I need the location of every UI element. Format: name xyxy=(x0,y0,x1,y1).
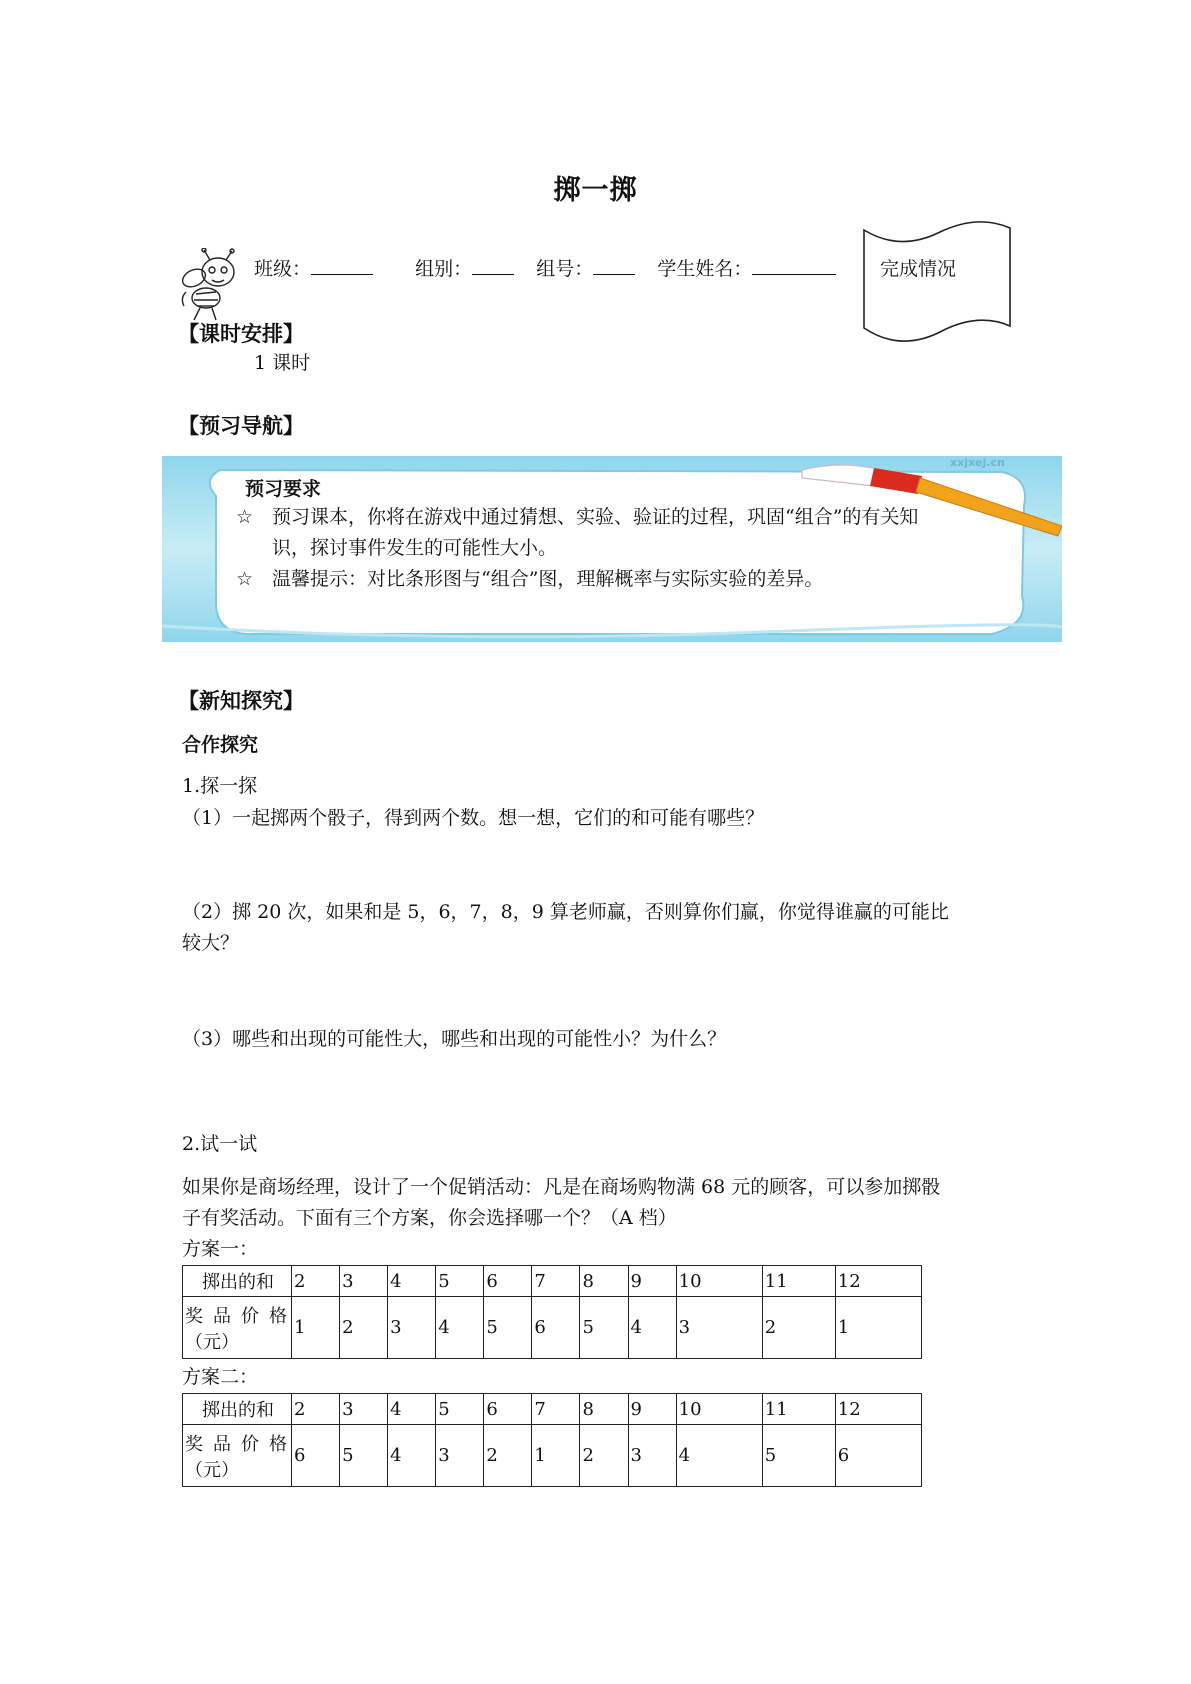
plan-1-label: 方案一： xyxy=(182,1238,259,1260)
plan-2-prize-cell: 2 xyxy=(484,1425,532,1487)
plan-1-prize-row xyxy=(183,1297,922,1359)
plan-2-sum-header: 掷出的和 xyxy=(183,1394,292,1425)
plan-2-table xyxy=(182,1393,922,1487)
req-item-2-star: ☆ xyxy=(236,568,254,590)
plan-1-prize-cell: 6 xyxy=(532,1297,580,1359)
plan-1-sum-cell: 7 xyxy=(532,1266,580,1297)
question-1: （1）一起掷两个骰子，得到两个数。想一想，它们的和可能有哪些？ xyxy=(182,807,765,829)
plan-2-sum-cell: 2 xyxy=(292,1394,340,1425)
group-no-blank[interactable] xyxy=(593,254,635,275)
plan-2-sum-row xyxy=(183,1394,922,1425)
plan-1-sum-cell: 9 xyxy=(628,1266,676,1297)
plan-2-prize-cell: 2 xyxy=(580,1425,628,1487)
plan-2-prize-cell: 3 xyxy=(436,1425,484,1487)
plan-1-sum-row xyxy=(183,1266,922,1297)
plan-2-sum-cell: 9 xyxy=(628,1394,676,1425)
plan-2-prize-cell: 4 xyxy=(388,1425,436,1487)
plan-1-sum-cell: 6 xyxy=(484,1266,532,1297)
part2-line1: 如果你是商场经理，设计了一个促销活动：凡是在商场购物满 68 元的顾客，可以参加掷骰 xyxy=(182,1176,941,1198)
plan-2-prize-cell: 5 xyxy=(340,1425,388,1487)
plan-2-label: 方案二： xyxy=(182,1366,259,1388)
plan-2-prize-header xyxy=(183,1425,292,1487)
plan-1-prize-cell: 2 xyxy=(762,1297,835,1359)
req-item-2-line1: 温馨提示：对比条形图与“组合”图，理解概率与实际实验的差异。 xyxy=(272,568,824,590)
plan-2-sum-cell: 6 xyxy=(484,1394,532,1425)
plan-2-sum-cell: 8 xyxy=(580,1394,628,1425)
plan-2-prize-cell: 3 xyxy=(628,1425,676,1487)
plan-2-prize-cell: 4 xyxy=(676,1425,762,1487)
schedule-heading: 【课时安排】 xyxy=(178,322,304,346)
plan-2-prize-header-line1: 奖品价格 xyxy=(185,1433,287,1455)
plan-1-sum-cell: 5 xyxy=(436,1266,484,1297)
group-blank[interactable] xyxy=(472,254,514,275)
question-2-line1: （2）掷 20 次，如果和是 5，6，7，8，9 算老师赢，否则算你们赢，你觉得谁赢的可能比 xyxy=(182,901,949,923)
preview-box-title: 预习要求 xyxy=(245,478,322,500)
group-label: 组别： xyxy=(415,258,473,280)
plan-1-table xyxy=(182,1265,922,1359)
plan-1-prize-cell: 5 xyxy=(580,1297,628,1359)
plan-1-prize-cell: 4 xyxy=(436,1297,484,1359)
plan-1-prize-header-line1: 奖品价格 xyxy=(185,1305,287,1327)
plan-1-sum-cell: 10 xyxy=(676,1266,762,1297)
question-2-line2: 较大？ xyxy=(182,932,240,954)
class-blank[interactable] xyxy=(311,254,373,275)
plan-1-sum-cell: 11 xyxy=(762,1266,835,1297)
plan-2-prize-header-line2: （元） xyxy=(185,1459,239,1481)
plan-2-prize-cell: 5 xyxy=(762,1425,835,1487)
req-item-1-line1: 预习课本，你将在游戏中通过猜想、实验、验证的过程，巩固“组合”的有关知 xyxy=(272,506,919,528)
banner-watermark: xxjxej.cn xyxy=(950,456,1005,469)
plan-1-prize-header-line2: （元） xyxy=(185,1331,239,1353)
plan-1-sum-cell: 8 xyxy=(580,1266,628,1297)
part1-title: 1.探一探 xyxy=(182,775,258,797)
explore-subheading: 合作探究 xyxy=(182,734,259,756)
plan-1-sum-cell: 2 xyxy=(292,1266,340,1297)
plan-2-sum-cell: 10 xyxy=(676,1394,762,1425)
plan-2-prize-cell: 1 xyxy=(532,1425,580,1487)
plan-2-prize-cell: 6 xyxy=(292,1425,340,1487)
question-3: （3）哪些和出现的可能性大，哪些和出现的可能性小？为什么？ xyxy=(182,1028,727,1050)
bee-mascot-icon xyxy=(176,248,252,324)
part2-line2: 子有奖活动。下面有三个方案，你会选择哪一个？（A 档） xyxy=(182,1207,677,1229)
plan-1-prize-cell: 5 xyxy=(484,1297,532,1359)
plan-1-sum-cell: 12 xyxy=(835,1266,921,1297)
name-label: 学生姓名： xyxy=(657,258,753,280)
plan-2-prize-cell: 6 xyxy=(835,1425,921,1487)
req-item-1-line2: 识，探讨事件发生的可能性大小。 xyxy=(272,537,558,559)
completion-scroll-box xyxy=(860,218,1014,350)
schedule-value: 1 课时 xyxy=(254,352,311,374)
group-no-label: 组号： xyxy=(536,258,594,280)
plan-1-prize-cell: 1 xyxy=(292,1297,340,1359)
plan-2-sum-cell: 3 xyxy=(340,1394,388,1425)
explore-heading: 【新知探究】 xyxy=(178,689,304,713)
plan-2-sum-cell: 5 xyxy=(436,1394,484,1425)
part2-title: 2.试一试 xyxy=(182,1133,258,1155)
plan-1-sum-header: 掷出的和 xyxy=(183,1266,292,1297)
preview-heading: 【预习导航】 xyxy=(178,414,304,438)
info-line xyxy=(254,254,836,281)
name-blank[interactable] xyxy=(752,254,836,275)
completion-label: 完成情况 xyxy=(880,258,957,280)
req-item-1-star: ☆ xyxy=(236,506,254,528)
plan-2-sum-cell: 4 xyxy=(388,1394,436,1425)
page-title: 掷一掷 xyxy=(553,175,638,206)
plan-1-prize-cell: 4 xyxy=(628,1297,676,1359)
plan-1-prize-header xyxy=(183,1297,292,1359)
plan-1-prize-cell: 2 xyxy=(340,1297,388,1359)
plan-2-prize-row xyxy=(183,1425,922,1487)
plan-1-sum-cell: 4 xyxy=(388,1266,436,1297)
plan-2-sum-cell: 7 xyxy=(532,1394,580,1425)
plan-2-sum-cell: 11 xyxy=(762,1394,835,1425)
plan-1-prize-cell: 3 xyxy=(388,1297,436,1359)
plan-1-sum-cell: 3 xyxy=(340,1266,388,1297)
class-label: 班级： xyxy=(254,258,312,280)
plan-1-prize-cell: 1 xyxy=(835,1297,921,1359)
plan-2-sum-cell: 12 xyxy=(835,1394,921,1425)
plan-1-prize-cell: 3 xyxy=(676,1297,762,1359)
